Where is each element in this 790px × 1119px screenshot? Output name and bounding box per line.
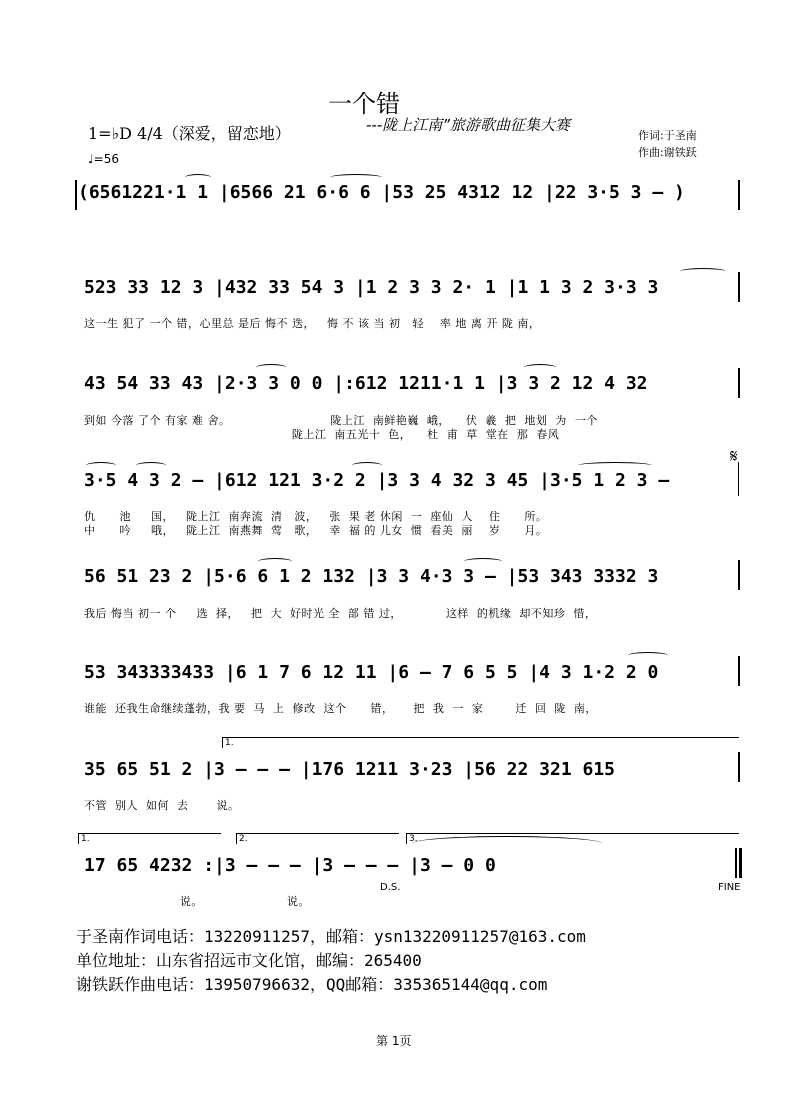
lyric-row-8: 说。 说。: [84, 895, 310, 908]
lyricist-contact: 于圣南作词电话：13220911257，邮箱：ysn13220911257@163.com: [76, 927, 586, 946]
slur: [136, 462, 166, 469]
slur: [86, 462, 116, 469]
notation-row-6: 53 343333433 |6 1 7 6 12 11 |6 – 7 6 5 5 |4 3 1·2 2 0: [84, 662, 659, 683]
barline: [75, 180, 77, 210]
dal-segno-mark: D.S.: [380, 882, 401, 893]
lyricist-credit: 作词:于圣南: [638, 129, 697, 142]
barline: [738, 180, 740, 210]
notation-row-2: 523 33 12 3 |432 33 54 3 |1 2 3 3 2· 1 |1 1 3 2 3·3 3: [84, 277, 659, 298]
slur: [524, 364, 556, 371]
notation-row-7: 35 65 51 2 |3 – – – |176 1211 3·23 |56 22 321 615: [84, 759, 616, 780]
lyric-row-2: 这一生 犯了 一个 错，心里总 是后 悔不 迭， 悔 不 该 当 初 轻 率 地 离 开 陇 南，: [84, 317, 541, 330]
segno-icon: 𝄋: [730, 446, 738, 467]
slur: [256, 364, 286, 371]
notation-row-5: 56 51 23 2 |5·6 6 1 2 132 |3 3 4·3 3 – |53 343 3332 3: [84, 566, 659, 587]
barline: [738, 368, 740, 398]
volta-bracket-1b: 1.: [78, 833, 221, 844]
page-number: 第 1页: [376, 1034, 412, 1048]
key-signature: 1=♭D 4/4（深爱，留恋地）: [88, 124, 291, 143]
final-barline-thick: [739, 848, 742, 878]
slur: [330, 174, 382, 181]
lyric-row-6: 谁能 还我生命继续蓬勃，我 要 马 上 修改 这个 错， 把 我 一 家 迁 回 陇 南，: [84, 702, 597, 715]
lyric-row-4: 仇 池 国， 陇上江 南奔流 清 波， 张 果 老 休闲 一 座仙 人 住 所。: [84, 510, 548, 523]
notation-row-1: (6561221·1 1 |6566 21 6·6 6 |53 25 4312 12 |22 3·5 3 – ): [78, 182, 685, 203]
notation-row-4: 3·5 4 3 2 – |612 121 3·2 2 |3 3 4 32 3 45 |3·5 1 2 3 –: [84, 470, 670, 491]
song-subtitle: ---陇上江南”旅游歌曲征集大赛: [366, 116, 571, 134]
slur: [680, 268, 726, 275]
barline: [738, 272, 740, 302]
lyric-row-7: 不管 别人 如何 去 说。: [84, 799, 240, 812]
lyric-row-3-verse2: 陇上江 南五光十 色， 杜 甫 草 堂在 那 春风: [84, 428, 560, 441]
notation-row-3: 43 54 33 43 |2·3 3 0 0 |:612 1211·1 1 |3 3 2 12 4 32: [84, 373, 648, 394]
barline: [738, 656, 740, 686]
slur: [352, 462, 382, 469]
composer-contact: 谢铁跃作曲电话：13950796632，QQ邮箱：335365144@qq.com: [76, 975, 548, 994]
slur: [258, 558, 292, 565]
lyric-row-4-verse2: 中 吟 哦， 陇上江 南燕舞 莺 歌， 幸 福 的 儿女 惯 看美 丽 岁 月。: [84, 524, 548, 537]
barline: [738, 462, 739, 496]
tempo-marking: ♩=56: [88, 152, 119, 166]
song-title: 一个错: [328, 90, 400, 118]
final-barline: [735, 848, 737, 878]
notation-row-8: 17 65 4232 :|3 – – – |3 – – – |3 – 0 0: [84, 855, 496, 876]
slur: [464, 558, 502, 565]
fine-mark: FINE: [718, 882, 741, 893]
lyric-row-3: 到如 今落 了个 有家 难 舍。 陇上江 南鲜艳巍 峨， 伏 羲 把 地划 为 一个: [84, 414, 598, 427]
composer-credit: 作曲:谢铁跃: [638, 146, 697, 159]
address-info: 单位地址：山东省招远市文化馆，邮编：265400: [76, 951, 422, 970]
volta-bracket-3: 3.: [406, 833, 739, 844]
slur: [412, 836, 602, 851]
volta-bracket-1: 1.: [222, 737, 739, 748]
barline: [738, 752, 740, 782]
lyric-row-5: 我后 悔当 初一 个 选 择， 把 大 好时光 全 部 错 过， 这样 的机缘 却不知珍 惜，: [84, 607, 597, 620]
slur: [578, 462, 652, 469]
volta-bracket-2: 2.: [236, 833, 399, 844]
barline: [738, 560, 740, 590]
slur: [628, 652, 668, 659]
slur: [185, 174, 211, 181]
